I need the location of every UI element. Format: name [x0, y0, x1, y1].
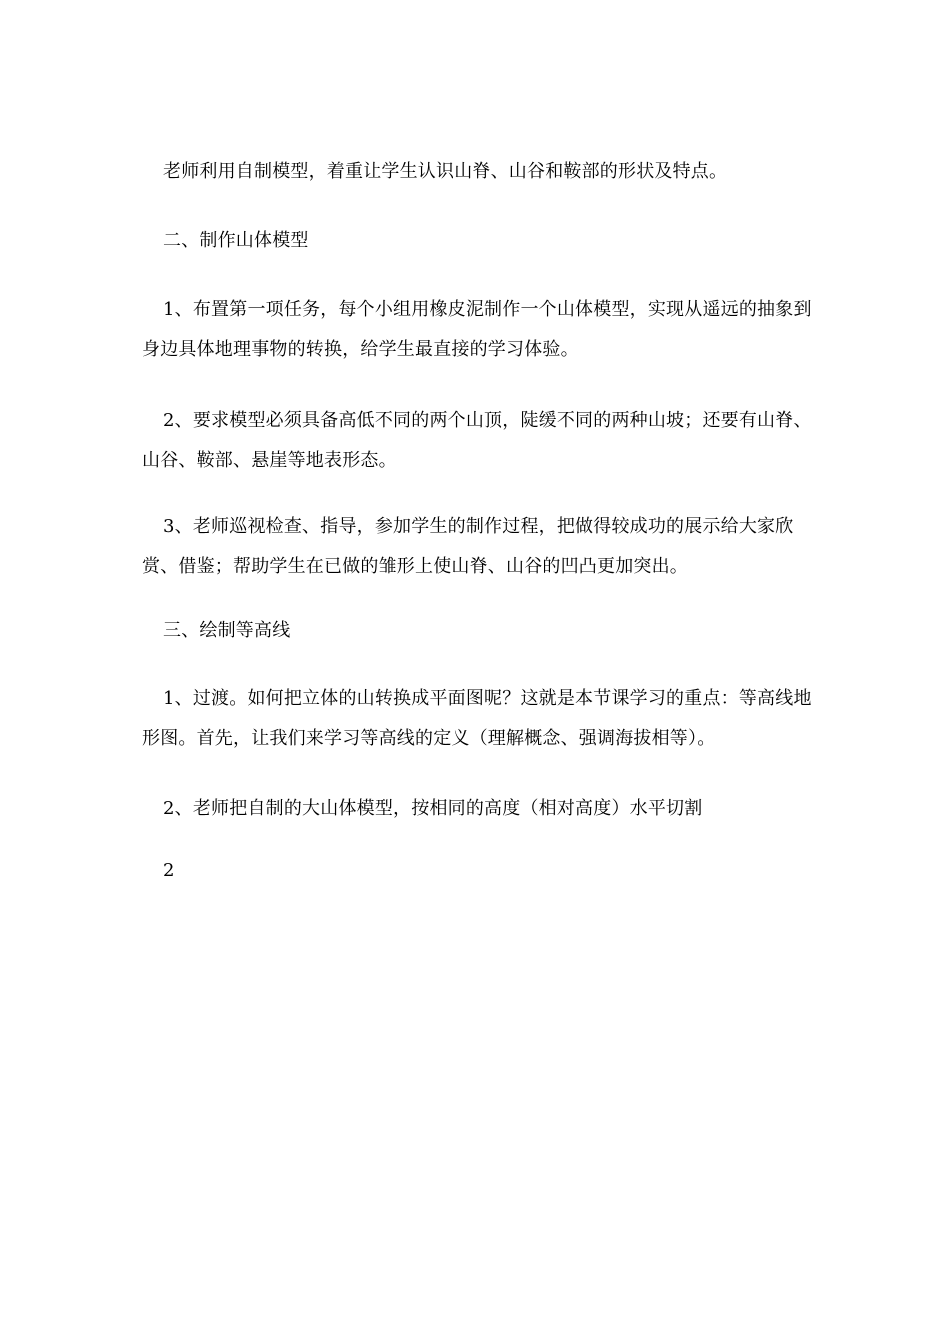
heading-section-two: 二、制作山体模型 [163, 230, 309, 251]
page-number: 2 [163, 860, 175, 881]
paragraph-model-intro: 老师利用自制模型，着重让学生认识山脊、山谷和鞍部的形状及特点。 [163, 161, 728, 182]
paragraph-task-three: 3、老师巡视检查、指导，参加学生的制作过程，把做得较成功的展示给大家欣赏、借鉴；帮助学生在已做的雏形上使山脊、山谷的凹凸更加突出。 [142, 516, 794, 577]
heading-section-three: 三、绘制等高线 [163, 620, 291, 641]
paragraph-cutting-model: 2、老师把自制的大山体模型，按相同的高度（相对高度）水平切割 [163, 798, 703, 819]
paragraph-task-two: 2、要求模型必须具备高低不同的两个山顶，陡缓不同的两种山坡；还要有山脊、山谷、鞍部、悬崖等地表形态。 [142, 410, 812, 471]
paragraph-transition: 1、过渡。如何把立体的山转换成平面图呢？这就是本节课学习的重点：等高线地形图。首先，让我们来学习等高线的定义（理解概念、强调海拔相等）。 [142, 688, 812, 749]
paragraph-task-one: 1、布置第一项任务，每个小组用橡皮泥制作一个山体模型，实现从遥远的抽象到身边具体地理事物的转换，给学生最直接的学习体验。 [142, 299, 812, 360]
